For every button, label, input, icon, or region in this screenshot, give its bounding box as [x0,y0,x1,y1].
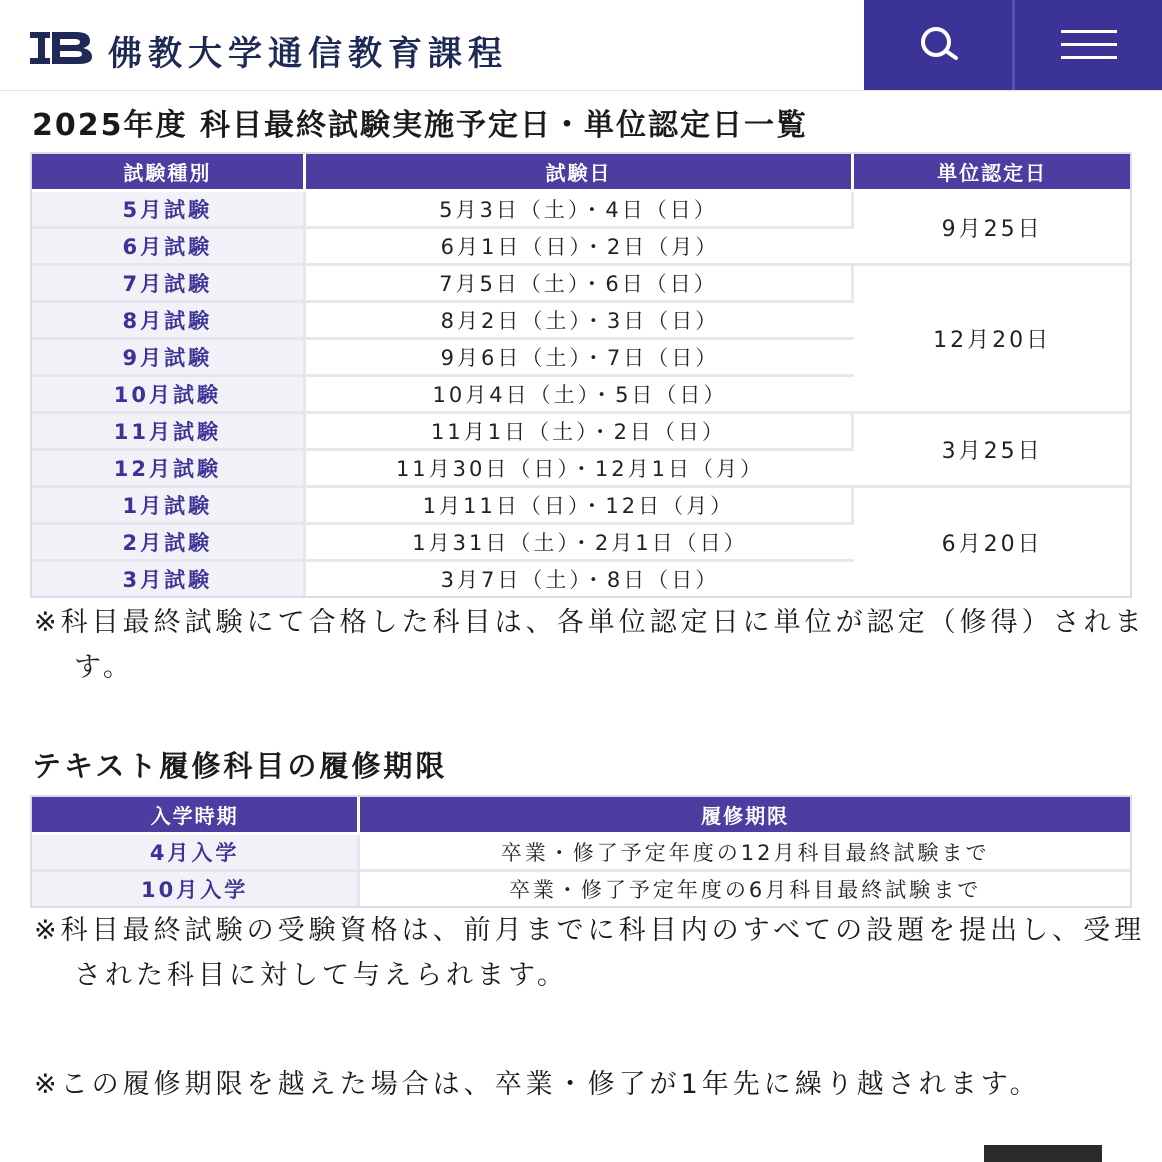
exam-date-cell: 9月6日（土）・7日（日） [306,340,855,377]
search-button[interactable] [864,0,1012,90]
exam-type-cell: 2月試験 [32,525,306,562]
exam-type-cell: 9月試験 [32,340,306,377]
exam-date-cell: 3月7日（土）・8日（日） [440,568,720,592]
site-header [0,0,1162,91]
exam-date-cell: 11月1日（土）・2日（日） [306,414,855,451]
credit-note: ※科目最終試験にて合格した科目は、各単位認定日に単位が認定（修得）されます。 [34,607,1146,683]
deadline-cell: 卒業・修了予定年度の6月科目最終試験まで [508,878,982,902]
deadline-exceeded-note: ※この履修期限を越えた場合は、卒業・修了が1年先に繰り越されます。 [34,1069,1041,1100]
column-header-exam-type: 試験種別 [32,154,306,192]
table-row [32,414,1130,451]
deadline-cell: 卒業・修了予定年度の12月科目最終試験まで [360,835,1130,872]
exam-type-cell: 12月試験 [32,451,306,488]
credit-date-cell: 6月20日 [941,531,1043,557]
exam-date-cell: 8月2日（土）・3日（日） [306,303,855,340]
column-header-entry-period: 入学時期 [32,797,360,835]
exam-type-cell: 10月試験 [32,377,306,414]
search-icon [914,25,962,65]
table-row [32,266,1130,303]
exam-schedule-table [30,152,1132,598]
entry-period-cell: 10月入学 [32,872,360,906]
exam-eligibility-note: ※科目最終試験の受験資格は、前月までに科目内のすべての設題を提出し、受理された科目に対して与えられます。 [34,915,1146,991]
exam-type-cell: 8月試験 [32,303,306,340]
text-course-deadline-title: テキスト履修科目の履修期限 [32,749,448,783]
exam-date-cell: 1月31日（土）・2月1日（日） [306,525,855,562]
exam-type-cell: 11月試験 [32,414,306,451]
menu-button[interactable] [1015,0,1162,90]
page-top-button[interactable] [984,1145,1102,1162]
exam-type-cell: 7月試験 [32,266,306,303]
column-header-credit-date: 単位認定日 [854,154,1130,192]
table-row [32,192,1130,229]
column-header-exam-date: 試験日 [306,154,855,192]
credit-date-cell: 12月20日 [854,266,1130,414]
exam-type-cell: 1月試験 [32,488,306,525]
exam-date-cell: 10月4日（土）・5日（日） [306,377,855,414]
entry-period-cell: 4月入学 [32,835,360,872]
exam-date-cell: 11月30日（日）・12月1日（月） [306,451,855,488]
exam-date-cell: 7月5日（土）・6日（日） [306,266,855,303]
table-row [32,488,1130,525]
text-course-deadline-table [30,795,1132,908]
exam-type-cell: 6月試験 [32,229,306,266]
exam-type-cell: 3月試験 [32,562,306,596]
table-row [32,872,1130,906]
exam-type-cell: 5月試験 [32,192,306,229]
table-row [32,835,1130,872]
site-title[interactable]: 佛教大学通信教育課程 [108,34,508,74]
exam-date-cell: 6月1日（日）・2日（月） [306,229,855,266]
exam-schedule-title: 2025年度 科目最終試験実施予定日・単位認定日一覧 [32,108,808,143]
credit-date-cell: 9月25日 [854,192,1130,266]
exam-date-cell: 1月11日（日）・12日（月） [306,488,855,525]
column-header-deadline: 履修期限 [360,797,1130,835]
exam-date-cell: 5月3日（土）・4日（日） [306,192,855,229]
credit-date-cell: 3月25日 [854,414,1130,488]
bukkyo-logo-icon[interactable] [30,30,94,66]
hamburger-menu-icon [1061,28,1117,62]
